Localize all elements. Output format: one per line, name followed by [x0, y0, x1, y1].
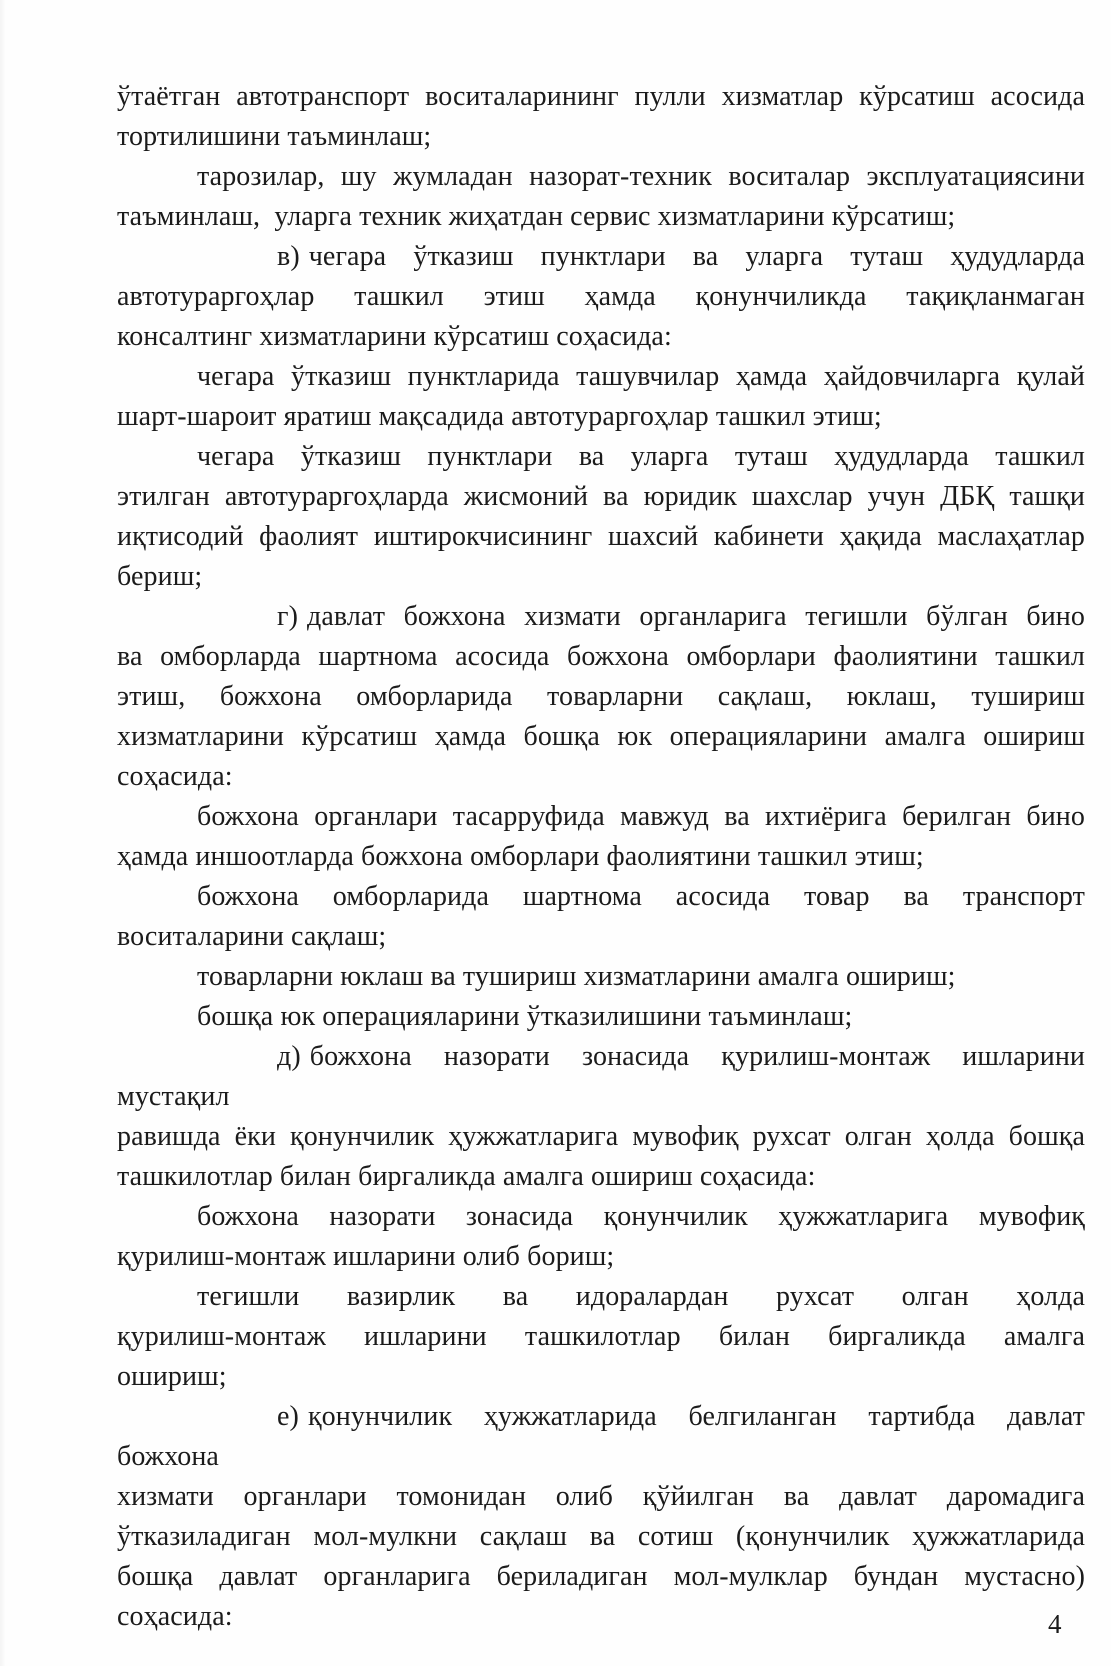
- text-line: бошқа юк операцияларини ўтказилишини таъминлаш;: [197, 1001, 853, 1032]
- page-number: 4: [1048, 1609, 1062, 1639]
- text-line: тегишли вазирлик ва идоралардан рухсат олган ҳолда: [197, 1281, 1085, 1312]
- text-line: божхона органлари тасарруфида мавжуд ва ихтиёрига берилган бино: [197, 801, 1085, 832]
- text-line: қурилиш-монтаж ишларини ташкилотлар билан биргаликда амалга: [117, 1321, 1085, 1352]
- text-line: таъминлаш, уларга техник жиҳатдан сервис хизматларини кўрсатиш;: [117, 201, 956, 232]
- text-line: ташкилотлар билан биргаликда амалга ошириш соҳасида:: [117, 1161, 816, 1192]
- list-item-marker: г): [277, 601, 299, 632]
- text-line: соҳасида:: [117, 761, 233, 792]
- text-line: этилган автотураргоҳларда жисмоний ва юридик шахслар учун ДБҚ ташқи: [117, 481, 1085, 512]
- text-line: товарларни юклаш ва тушириш хизматларини амалга ошириш;: [197, 961, 956, 992]
- text-line: божхона назорати зонасида қонунчилик ҳужжатларига мувофиқ: [197, 1201, 1085, 1232]
- text-line: чегара ўтказиш пунктлари ва уларга туташ ҳудудларда ташкил: [197, 441, 1085, 472]
- text-line: хизматларини кўрсатиш ҳамда бошқа юк операцияларини амалга ошириш: [117, 721, 1085, 752]
- text-line: воситаларини сақлаш;: [117, 921, 387, 952]
- text-line: тарозилар, шу жумладан назорат-техник воситалар эксплуатациясини: [197, 161, 1085, 192]
- text-line: хизмати органлари томонидан олиб қўйилган ва давлат даромадига: [117, 1481, 1085, 1512]
- document-body: [117, 77, 1085, 1637]
- text-line: ва омборларда шартнома асосида божхона омборлари фаолиятини ташкил: [117, 641, 1085, 672]
- text-line: чегара ўтказиш пунктларида ташувчилар ҳамда ҳайдовчиларга қулай: [197, 361, 1085, 392]
- text-line: г) давлат божхона хизмати органларига тегишли бўлган бино: [117, 597, 1085, 637]
- text-line: ҳамда иншоотларда божхона омборлари фаолиятини ташкил этиш;: [117, 841, 924, 872]
- text-line: в) чегара ўтказиш пунктлари ва уларга туташ ҳудудларда: [117, 237, 1085, 277]
- list-item-marker: е): [277, 1401, 299, 1432]
- text-line: консалтинг хизматларини кўрсатиш соҳасида:: [117, 321, 672, 352]
- text-line: этиш, божхона омборларида товарларни сақлаш, юклаш, тушириш: [117, 681, 1085, 712]
- text-line: тортилишини таъминлаш;: [117, 121, 432, 152]
- text-line: ўтаётган автотранспорт воситаларининг пулли хизматлар кўрсатиш асосида: [117, 81, 1085, 112]
- text-line: ошириш;: [117, 1361, 227, 1392]
- text-line: шарт-шароит яратиш мақсадида автотураргоҳлар ташкил этиш;: [117, 401, 882, 432]
- list-item-marker: д): [277, 1041, 301, 1072]
- text-line: ўтказиладиган мол-мулкни сақлаш ва сотиш (қонунчилик ҳужжатларида: [117, 1521, 1085, 1552]
- text-line: бошқа давлат органларига бериладиган мол-мулклар бундан мустасно): [117, 1561, 1085, 1592]
- text-line: д) божхона назорати зонасида қурилиш-монтаж ишларини мустақил: [117, 1037, 1085, 1117]
- text-line: е) қонунчилик ҳужжатларида белгиланган тартибда давлат божхона: [117, 1397, 1085, 1477]
- text-line: иқтисодий фаолият иштирокчисининг шахсий кабинети ҳақида маслаҳатлар: [117, 521, 1085, 552]
- text-line: қурилиш-монтаж ишларини олиб бориш;: [117, 1241, 615, 1272]
- list-item-marker: в): [277, 241, 300, 272]
- text-line: автотураргоҳлар ташкил этиш ҳамда қонунчиликда тақиқланмаган: [117, 281, 1085, 312]
- text-line: равишда ёки қонунчилик ҳужжатларига мувофиқ рухсат олган ҳолда бошқа: [117, 1121, 1085, 1152]
- text-line: соҳасида:: [117, 1601, 233, 1632]
- text-line: бериш;: [117, 561, 203, 592]
- text-line: божхона омборларида шартнома асосида товар ва транспорт: [197, 881, 1085, 912]
